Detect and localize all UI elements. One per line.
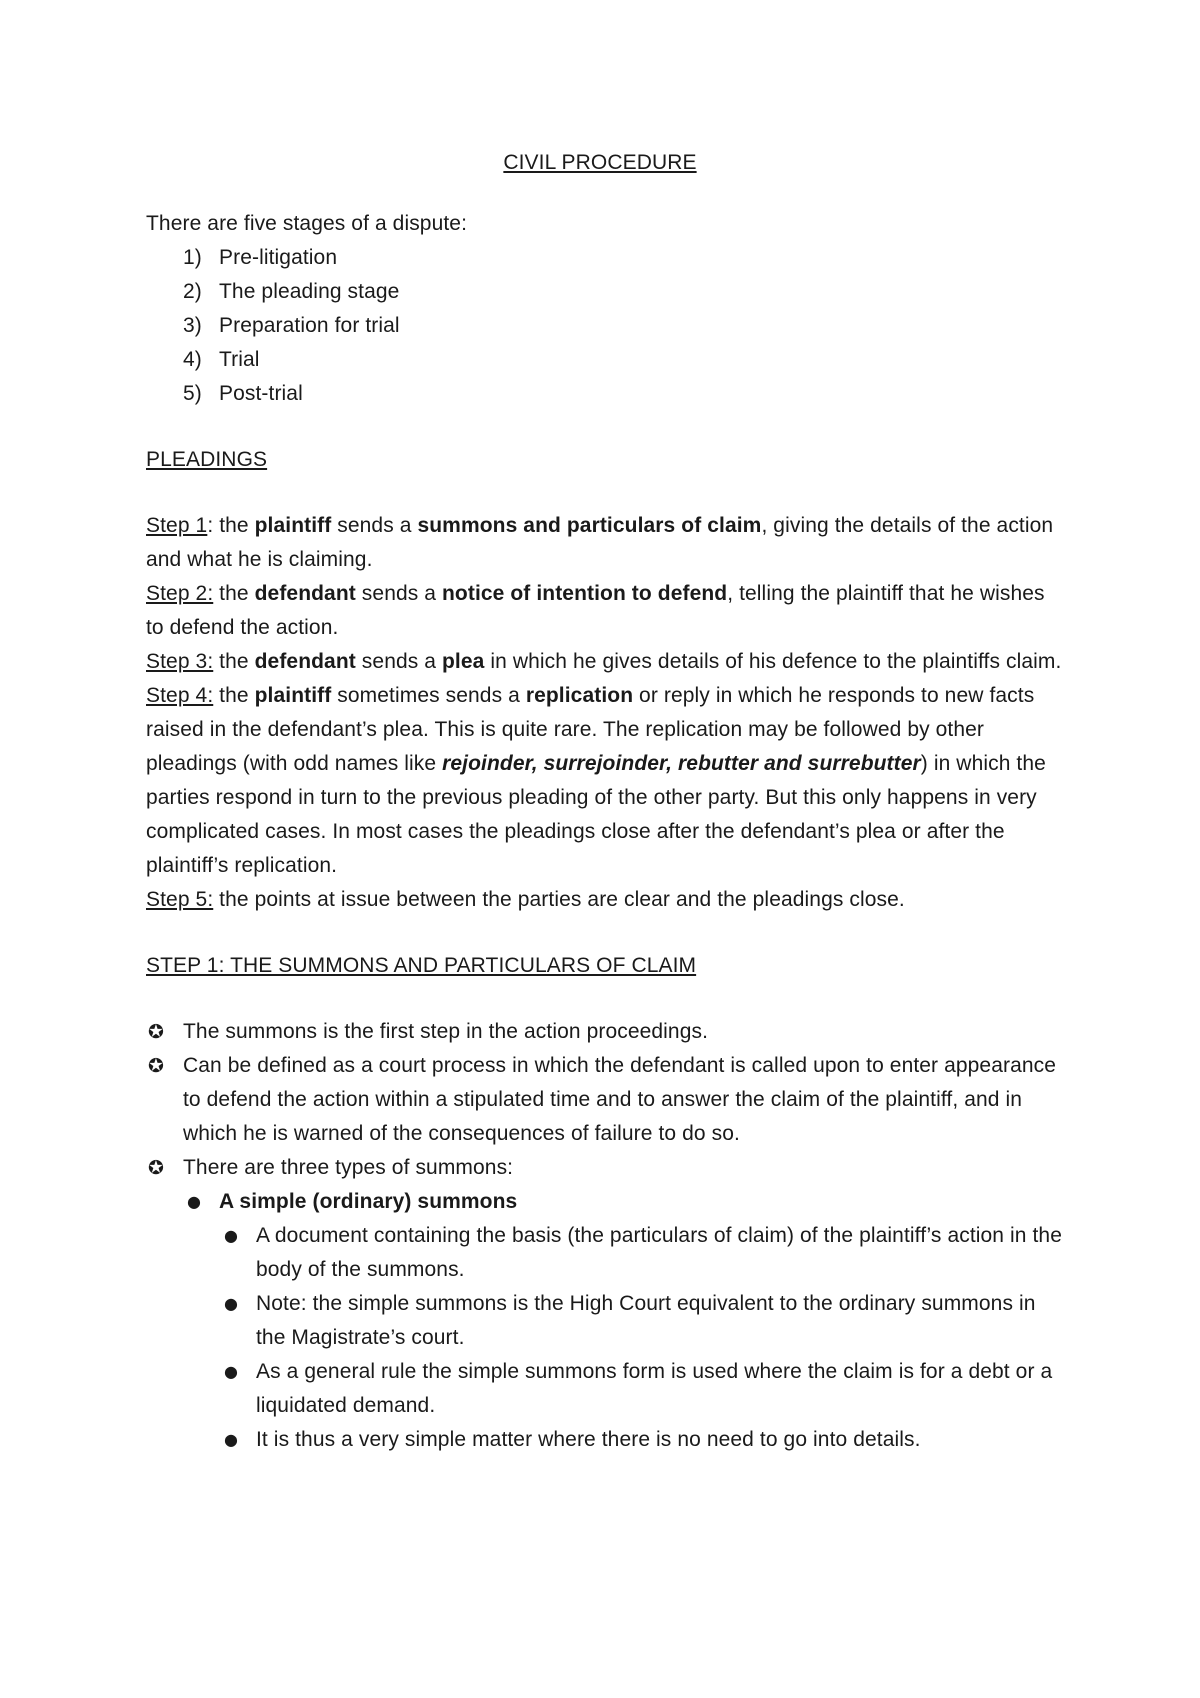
step-text: ) in which the parties respond in turn to the previous pleading of the other party. But this only happens in very complicated cases. In most cases the pleadings close after the defendant’s plea or after the plaintiff’s replication. <box>146 752 1046 877</box>
step-label: Step 4: <box>146 684 214 707</box>
list-item-text: Trial <box>219 348 260 371</box>
list-number: 3) <box>183 314 202 337</box>
list-item-text: Pre-litigation <box>219 246 338 269</box>
bullet-icon: ● <box>224 1226 239 1245</box>
step-bold-italic-terms: rejoinder, surrejoinder, rebutter and surrebutter <box>442 752 921 775</box>
step-bold-term: notice of intention to defend <box>442 582 728 605</box>
document-title: CIVIL PROCEDURE <box>503 151 697 174</box>
list-item-text: Can be defined as a court process in which the defendant is called upon to enter appearance to defend the action within a stipulated time and to answer the claim of the plaintiff, and in which he is warned of the consequences of failure to do so. <box>183 1054 1057 1145</box>
step-bold-term: plea <box>442 650 485 673</box>
list-item-text: Post-trial <box>219 382 303 405</box>
list-item <box>146 1219 1064 1287</box>
step-4-paragraph <box>146 679 1064 883</box>
list-item <box>146 1049 1064 1151</box>
step-2-paragraph <box>146 577 1064 645</box>
step-text: or reply in which he responds to new facts raised in the defendant’s plea. This is quite rare. The replication may be followed by other pleadings (with odd names like <box>146 684 1035 775</box>
list-item <box>146 241 1200 275</box>
list-item <box>146 377 1200 411</box>
step-text: sends a <box>355 650 442 673</box>
list-item-text: Preparation for trial <box>219 314 400 337</box>
list-item-text: The pleading stage <box>219 280 400 303</box>
list-item-text: The summons is the first step in the action proceedings. <box>183 1020 709 1043</box>
list-number: 5) <box>183 382 202 405</box>
summons-bullet-list <box>146 1015 1064 1185</box>
bullet-icon: ● <box>224 1294 239 1313</box>
step-label: Step 1 <box>146 514 208 537</box>
pleadings-heading: PLEADINGS <box>146 448 268 471</box>
summons-heading: STEP 1: THE SUMMONS AND PARTICULARS OF CLAIM <box>146 954 697 977</box>
step-text: the <box>213 684 255 707</box>
step-text: the <box>213 582 255 605</box>
step-bold-term: defendant <box>254 582 356 605</box>
list-item <box>146 343 1200 377</box>
list-item <box>146 1151 1064 1185</box>
list-item-text: A document containing the basis (the particulars of claim) of the plaintiff’s action in the body of the summons. <box>256 1224 1062 1281</box>
list-item <box>146 1015 1064 1049</box>
step-label: Step 5: <box>146 888 214 911</box>
stages-list <box>146 241 1200 411</box>
list-number: 2) <box>183 280 202 303</box>
step-text: the <box>213 650 255 673</box>
step-5-paragraph <box>146 883 1064 917</box>
step-bold-term: plaintiff <box>254 514 332 537</box>
step-label: Step 2: <box>146 582 214 605</box>
step-text: sends a <box>331 514 418 537</box>
step-label: Step 3: <box>146 650 214 673</box>
step-text: in which he gives details of his defence to the plaintiffs claim. <box>484 650 1062 673</box>
list-item <box>146 1355 1064 1423</box>
bullet-icon: ● <box>224 1430 239 1449</box>
star-bullet-icon: ✪ <box>148 1055 165 1077</box>
step-text: : the <box>207 514 255 537</box>
bullet-icon: ● <box>224 1362 239 1381</box>
list-item <box>146 1423 1064 1457</box>
star-bullet-icon: ✪ <box>148 1157 165 1179</box>
step-bold-term: replication <box>525 684 634 707</box>
step-3-paragraph <box>146 645 1064 679</box>
list-number: 1) <box>183 246 202 269</box>
step-bold-term: plaintiff <box>254 684 332 707</box>
list-item-text: There are three types of summons: <box>183 1156 514 1179</box>
list-item <box>146 309 1200 343</box>
list-item-text: Note: the simple summons is the High Court equivalent to the ordinary summons in the Magistrate’s court. <box>256 1292 1036 1349</box>
star-bullet-icon: ✪ <box>148 1021 165 1043</box>
summons-type-item <box>146 1185 1200 1219</box>
list-item <box>146 1287 1064 1355</box>
list-number: 4) <box>183 348 202 371</box>
list-item-text: It is thus a very simple matter where there is no need to go into details. <box>256 1428 921 1451</box>
step-text: the points at issue between the parties are clear and the pleadings close. <box>213 888 905 911</box>
step-text: sometimes sends a <box>331 684 526 707</box>
step-text: , giving the details of the action and what he is claiming. <box>146 514 1054 571</box>
step-1-paragraph <box>146 509 1064 577</box>
step-bold-term: summons and particulars of claim <box>417 514 762 537</box>
list-item-text: As a general rule the simple summons form is used where the claim is for a debt or a liquidated demand. <box>256 1360 1053 1417</box>
step-bold-term: defendant <box>254 650 356 673</box>
summons-type-heading: A simple (ordinary) summons <box>219 1190 518 1213</box>
bullet-icon: ● <box>187 1192 202 1211</box>
step-text: sends a <box>355 582 442 605</box>
list-item <box>146 275 1200 309</box>
intro-text: There are five stages of a dispute: <box>146 212 468 235</box>
step-text: , telling the plaintiff that he wishes to defend the action. <box>146 582 1045 639</box>
